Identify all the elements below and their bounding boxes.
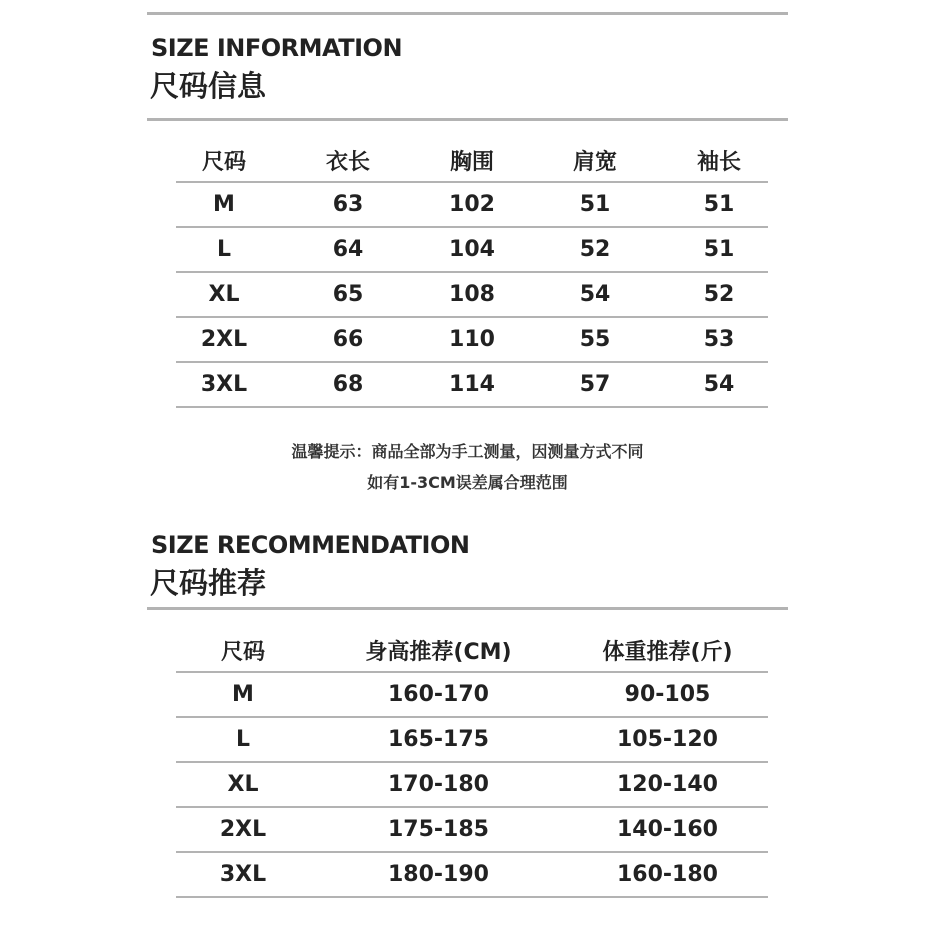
table-cell: L — [235, 727, 251, 752]
table-cell: 63 — [332, 192, 364, 217]
table-cell: 52 — [703, 282, 735, 307]
table-cell: L — [216, 237, 232, 262]
table-cell: 165-175 — [388, 727, 489, 752]
table-cell: 108 — [449, 282, 495, 307]
table-row — [176, 808, 768, 853]
table-cell: 110 — [449, 327, 495, 352]
size-information-title-cn: 尺码信息 — [150, 69, 267, 103]
table-row — [176, 673, 768, 718]
table-cell: 64 — [332, 237, 364, 262]
size-recommendation-table — [176, 629, 768, 898]
table-cell: 57 — [579, 372, 611, 397]
table-cell: 66 — [332, 327, 364, 352]
table-cell: 51 — [579, 192, 611, 217]
table-cell: 170-180 — [388, 772, 489, 797]
table-cell: 65 — [332, 282, 364, 307]
table-row — [176, 318, 768, 363]
table-cell: 2XL — [219, 817, 267, 842]
measurement-note-line-1: 温馨提示：商品全部为手工测量，因测量方式不同 — [291, 442, 644, 461]
table-cell: 53 — [703, 327, 735, 352]
header-cell-shoulder: 肩宽 — [572, 149, 617, 175]
table-cell: 52 — [579, 237, 611, 262]
size-recommendation-divider — [147, 607, 788, 610]
table-cell: 175-185 — [388, 817, 489, 842]
table-cell: 90-105 — [624, 682, 711, 707]
table-cell: M — [213, 192, 235, 217]
table-row — [176, 853, 768, 898]
table-cell: 2XL — [200, 327, 248, 352]
top-divider — [147, 12, 788, 15]
size-information-title-en: SIZE INFORMATION — [151, 34, 403, 62]
table-header-row — [176, 139, 768, 183]
header-cell-height: 身高推荐(CM) — [365, 639, 512, 665]
table-cell: 180-190 — [388, 862, 489, 887]
table-row — [176, 273, 768, 318]
table-cell: 3XL — [200, 372, 248, 397]
table-cell: 104 — [449, 237, 495, 262]
size-information-table — [176, 139, 768, 408]
header-cell-weight: 体重推荐(斤) — [602, 639, 733, 665]
table-row — [176, 718, 768, 763]
header-cell-size: 尺码 — [220, 639, 265, 665]
table-cell: 105-120 — [617, 727, 718, 752]
size-information-divider — [147, 118, 788, 121]
table-header-row — [176, 629, 768, 673]
table-cell: 114 — [449, 372, 495, 397]
size-recommendation-title-en: SIZE RECOMMENDATION — [151, 531, 470, 559]
header-cell-size: 尺码 — [201, 149, 246, 175]
header-cell-chest: 胸围 — [449, 149, 494, 175]
table-cell: XL — [208, 282, 240, 307]
table-cell: 54 — [703, 372, 735, 397]
table-cell: XL — [227, 772, 259, 797]
table-cell: 120-140 — [617, 772, 718, 797]
table-cell: M — [232, 682, 254, 707]
table-cell: 51 — [703, 237, 735, 262]
table-row — [176, 183, 768, 228]
table-cell: 55 — [579, 327, 611, 352]
header-cell-sleeve: 袖长 — [696, 149, 741, 175]
header-cell-length: 衣长 — [325, 149, 370, 175]
measurement-note-line-2: 如有1-3CM误差属合理范围 — [367, 473, 568, 492]
table-cell: 160-170 — [388, 682, 489, 707]
table-cell: 51 — [703, 192, 735, 217]
table-cell: 160-180 — [617, 862, 718, 887]
table-cell: 68 — [332, 372, 364, 397]
table-cell: 54 — [579, 282, 611, 307]
table-row — [176, 363, 768, 408]
table-cell: 140-160 — [617, 817, 718, 842]
table-row — [176, 763, 768, 808]
table-cell: 3XL — [219, 862, 267, 887]
size-recommendation-title-cn: 尺码推荐 — [150, 566, 267, 600]
table-row — [176, 228, 768, 273]
table-cell: 102 — [449, 192, 495, 217]
